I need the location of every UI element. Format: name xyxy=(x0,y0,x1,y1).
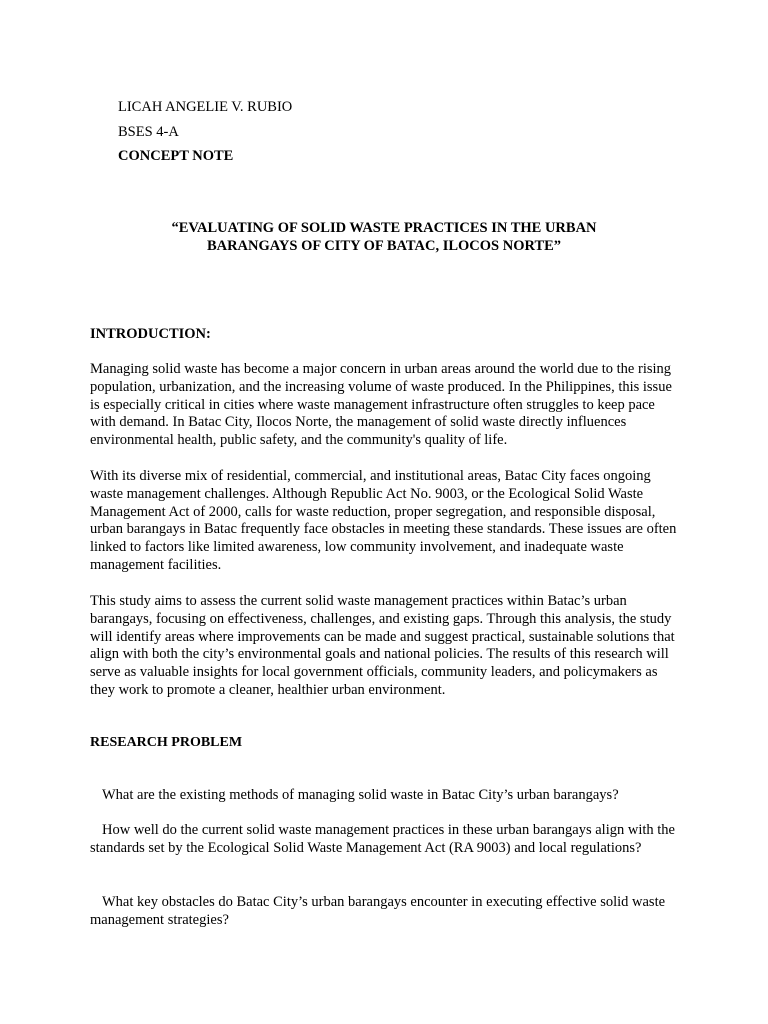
introduction-paragraph-1: Managing solid waste has become a major concern in urban areas around the world due to the rising population, urbanization, and the increasing volume of waste produced. In the Philippines, this issue is especially critical in cities where waste management infrastructure often struggles to keep pace with demand. In Batac City, Ilocos Norte, the management of solid waste directly influences environmental health, public safety, and the community's quality of life. xyxy=(90,361,672,449)
course-section: BSES 4-A xyxy=(118,124,179,140)
title-line-1: “EVALUATING OF SOLID WASTE PRACTICES IN THE URBAN xyxy=(171,220,597,236)
author-name: LICAH ANGELIE V. RUBIO xyxy=(118,99,293,115)
introduction-heading: INTRODUCTION: xyxy=(90,326,211,342)
document-title xyxy=(120,219,648,255)
research-question-3 xyxy=(90,894,680,930)
introduction-paragraph-2: With its diverse mix of residential, commercial, and institutional areas, Batac City faces ongoing waste management challenges. Although Republic Act No. 9003, or the Ecological Solid Waste Management Act of 2000, calls for waste reduction, proper segregation, and responsible disposal, urban barangays in Batac frequently face obstacles in meeting these standards. These issues are often linked to factors like limited awareness, low community involvement, and inadequate waste management facilities. xyxy=(90,468,677,573)
research-question-2 xyxy=(90,822,680,858)
title-line-2: BARANGAYS OF CITY OF BATAC, ILOCOS NORTE” xyxy=(206,238,562,254)
question-text: How well do the current solid waste management practices in these urban barangays align with the standards set by the Ecological Solid Waste Management Act (RA 9003) and local regulations? xyxy=(90,822,675,856)
introduction-paragraph-3: This study aims to assess the current solid waste management practices within Batac’s urban barangays, focusing on effectiveness, challenges, and existing gaps. Through this analysis, the study will identify areas where improvements can be made and suggest practical, sustainable solutions that align with both the city’s environmental goals and national policies. The results of this research will serve as valuable insights for local government officials, community leaders, and policymakers as they work to promote a cleaner, healthier urban environment. xyxy=(90,593,675,698)
research-problem-heading: RESEARCH PROBLEM xyxy=(90,735,243,750)
question-text: What are the existing methods of managing solid waste in Batac City’s urban barangays? xyxy=(102,787,619,803)
document-type: CONCEPT NOTE xyxy=(118,148,234,164)
research-question-1 xyxy=(90,787,680,805)
question-text: What key obstacles do Batac City’s urban barangays encounter in executing effective solid waste management strategies? xyxy=(90,894,666,928)
